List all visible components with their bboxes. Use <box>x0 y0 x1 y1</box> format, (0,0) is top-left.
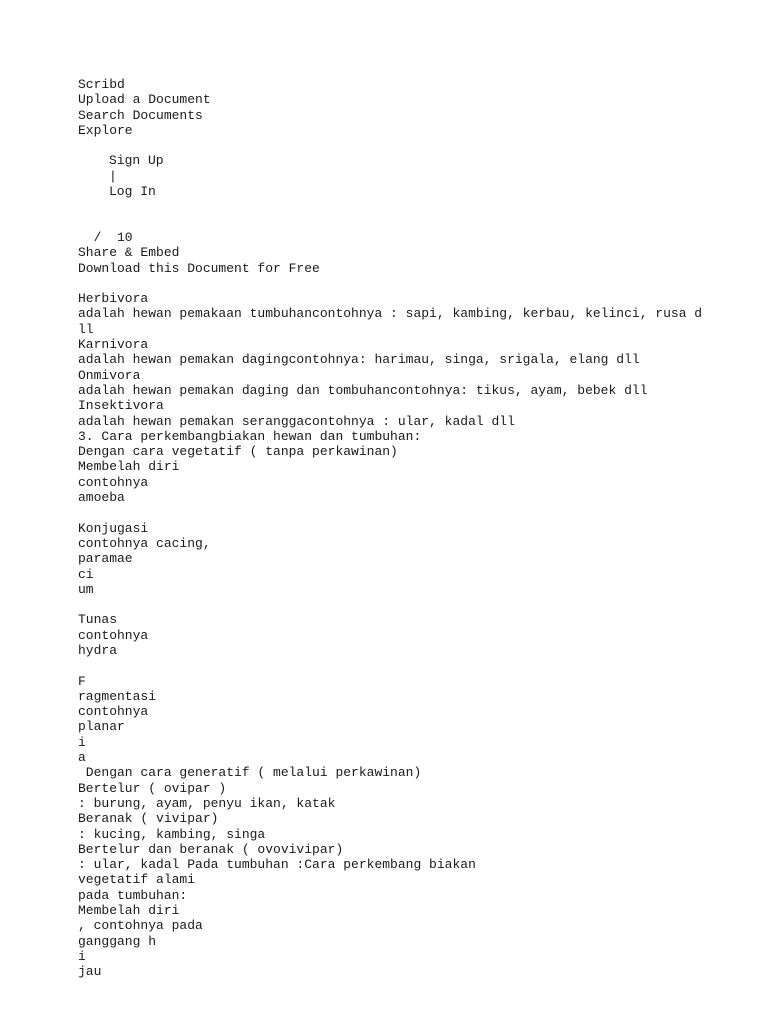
download-document-link[interactable]: Download this Document for Free <box>78 260 320 276</box>
document-line: adalah hewan pemakan daging dan tombuhancontohnya: tikus, ayam, bebek dll <box>78 382 648 398</box>
document-line: Karnivora <box>78 337 149 353</box>
document-line: , contohnya pada <box>78 918 203 934</box>
document-line: F <box>78 673 86 689</box>
document-line <box>78 658 718 673</box>
document-line: contohnya <box>78 627 149 643</box>
nav-separator: | <box>109 168 117 184</box>
document-line: Membelah diri <box>78 459 180 475</box>
document-line <box>78 597 718 612</box>
document-line: Konjugasi <box>78 520 149 536</box>
upload-document-link[interactable]: Upload a Document <box>78 92 211 108</box>
document-line: 3. Cara perkembangbiakan hewan dan tumbuhan: <box>78 428 422 444</box>
page-content <box>78 77 718 980</box>
document-line: pada tumbuhan: <box>78 887 188 903</box>
document-line: um <box>78 581 94 597</box>
spacer <box>78 215 718 230</box>
spacer <box>78 199 718 214</box>
document-line: vegetatif alami <box>78 872 196 888</box>
document-line: a <box>78 750 86 766</box>
share-embed-link[interactable]: Share & Embed <box>78 245 180 261</box>
spacer <box>78 138 718 153</box>
document-line: Beranak ( vivipar) <box>78 811 219 827</box>
document-line: ci <box>78 566 94 582</box>
document-line <box>78 505 718 520</box>
document-line: Dengan cara vegetatif ( tanpa perkawinan) <box>78 444 398 460</box>
document-line: adalah hewan pemakan seranggacontohnya : ular, kadal dll <box>78 413 515 429</box>
document-line: amoeba <box>78 490 125 506</box>
document-line: : kucing, kambing, singa <box>78 826 266 842</box>
spacer <box>78 276 718 291</box>
document-line: Tunas <box>78 612 118 628</box>
document-line: paramae <box>78 551 133 567</box>
scribd-logo-link[interactable]: Scribd <box>78 77 125 92</box>
document-line: i <box>78 734 86 750</box>
document-line: : burung, ayam, penyu ikan, katak <box>78 795 336 811</box>
document-line: jau <box>78 964 102 980</box>
search-documents-link[interactable]: Search Documents <box>78 107 203 123</box>
document-line: ragmentasi <box>78 688 157 704</box>
log-in-link[interactable]: Log In <box>109 184 156 200</box>
document-line: Bertelur dan beranak ( ovovivipar) <box>78 841 344 857</box>
document-line: Dengan cara generatif ( melalui perkawinan) <box>78 765 422 781</box>
document-line: hydra <box>78 642 118 658</box>
document-line: Bertelur ( ovipar ) <box>78 780 227 796</box>
document-line: planar <box>78 719 125 735</box>
document-line: contohnya <box>78 704 149 720</box>
document-line: ll <box>78 321 94 337</box>
document-line: adalah hewan pemakaan tumbuhancontohnya : sapi, kambing, kerbau, kelinci, rusa d <box>78 306 703 322</box>
document-line: ganggang h <box>78 933 157 949</box>
document-line: Herbivora <box>78 291 149 307</box>
document-line: Insektivora <box>78 398 164 414</box>
page-counter: / 10 <box>78 229 133 245</box>
document-line: adalah hewan pemakan dagingcontohnya: harimau, singa, srigala, elang dll <box>78 352 640 368</box>
document-line: Membelah diri <box>78 903 180 919</box>
document-line: Onmivora <box>78 367 141 383</box>
explore-link[interactable]: Explore <box>78 122 133 138</box>
document-line: contohnya cacing, <box>78 535 211 551</box>
document-line: contohnya <box>78 474 149 490</box>
document-body <box>78 291 718 979</box>
document-line: i <box>78 948 86 964</box>
sign-up-link[interactable]: Sign Up <box>109 153 164 169</box>
document-line: : ular, kadal Pada tumbuhan :Cara perkembang biakan <box>78 857 476 873</box>
